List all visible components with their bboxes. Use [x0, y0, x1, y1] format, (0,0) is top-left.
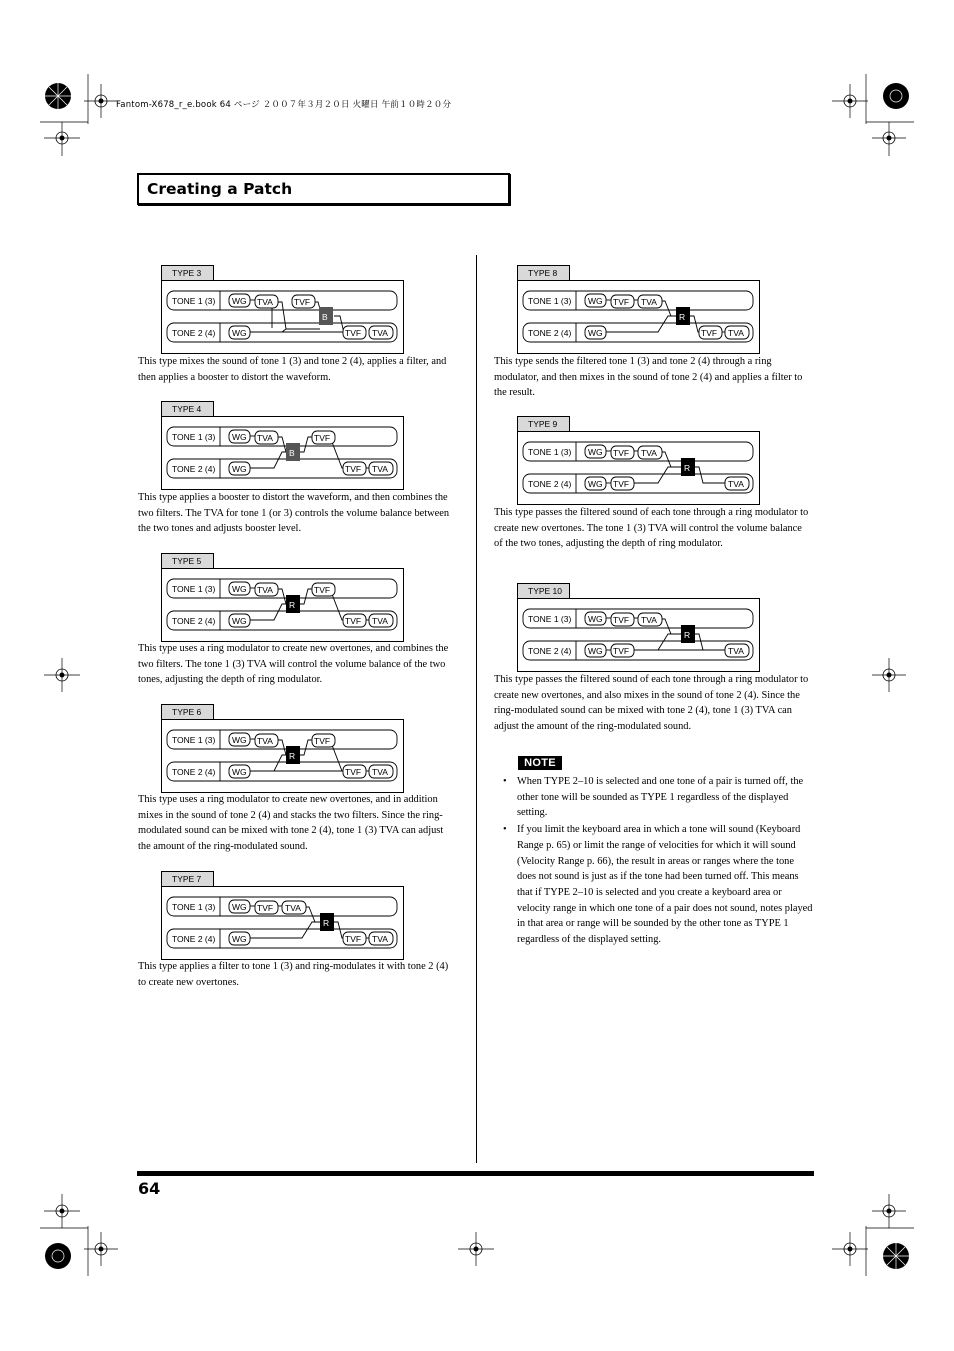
tone-1-label: TONE 1 (3) [528, 447, 572, 457]
diagram-box [517, 280, 760, 354]
diagram-box [161, 416, 404, 490]
diagram-label: TYPE 6 [161, 704, 214, 720]
ring-modulator-block: R [289, 600, 296, 610]
diagram-label: TYPE 7 [161, 871, 214, 887]
note-item: • If you limit the keyboard area in which a tone will sound (Keyboard Range p. 65) or limit the range of velocities for which it will sound (Velocity Range p. 66), the result in areas or ranges where the tone does not sound is just as if the tone had been turned off. This means that if TYPE 2–10 is selected and you create a keyboard area or velocity range in which one tone of a pair does not sound, notes played in that area or range will be sounded by the other tone as TYPE 1 regardless of the displayed setting. [500, 822, 814, 948]
note-badge: NOTE [518, 756, 562, 770]
registration-crosshair-icon [832, 84, 868, 120]
diagram-type-5 [161, 553, 405, 643]
ring-modulator-block: R [679, 312, 686, 322]
wg-block: WG [232, 328, 247, 338]
wg-block: WG [588, 479, 603, 489]
tone-1-label: TONE 1 (3) [528, 614, 572, 624]
tva-block: TVA [641, 297, 657, 307]
wg-block: WG [588, 328, 603, 338]
tone-1-label: TONE 1 (3) [172, 296, 216, 306]
type-6-description: This type uses a ring modulator to create new overtones, and in addition mixes in the sound of tone 2 (4) and stacks the two filters. Since the ring-modulated sound can be mixed with tone 2 (4), tone 1 (3) TVA can adjust the amount of the ring-modulated sound. [138, 794, 444, 853]
diagram-label: TYPE 5 [161, 553, 214, 569]
registration-crosshair-icon [872, 122, 908, 158]
tone-2-label: TONE 2 (4) [528, 328, 572, 338]
tvf-block: TVF [314, 585, 331, 595]
ring-modulator-block: R [684, 463, 691, 473]
ring-modulator-block: R [323, 918, 330, 928]
wg-block: WG [232, 767, 247, 777]
ring-modulator-block: R [289, 751, 296, 761]
note-item: • When TYPE 2–10 is selected and one tone of a pair is turned off, the other tone will be sounded as TYPE 1 regardless of the displayed setting. [500, 774, 814, 821]
tone-2-label: TONE 2 (4) [172, 934, 216, 944]
tvf-block: TVF [613, 448, 630, 458]
tva-block: TVA [372, 616, 388, 626]
registration-crosshair-icon [44, 122, 80, 158]
tva-block: TVA [641, 448, 657, 458]
wg-block: WG [588, 646, 603, 656]
tvf-block: TVF [345, 616, 362, 626]
tvf-block: TVF [314, 433, 331, 443]
registration-starburst-icon [864, 74, 914, 124]
diagram-type-10 [517, 583, 761, 673]
diagram-label: TYPE 4 [161, 401, 214, 417]
registration-starburst-icon [40, 1226, 90, 1276]
section-title-box [137, 173, 510, 205]
diagram-label: TYPE 8 [517, 265, 570, 281]
registration-crosshair-icon [84, 1232, 120, 1268]
diagram-type-3 [161, 265, 405, 355]
tone-1-label: TONE 1 (3) [172, 432, 216, 442]
diagram-type-6 [161, 704, 405, 794]
tva-block: TVA [372, 464, 388, 474]
tone-2-label: TONE 2 (4) [172, 767, 216, 777]
tone-1-label: TONE 1 (3) [172, 735, 216, 745]
note-list [500, 774, 814, 949]
wg-block: WG [588, 296, 603, 306]
page-number: 64 [138, 1179, 161, 1198]
tone-2-label: TONE 2 (4) [528, 646, 572, 656]
diagram-box [161, 280, 404, 354]
column-divider [476, 255, 477, 1163]
wg-block: WG [232, 735, 247, 745]
tone-2-label: TONE 2 (4) [172, 328, 216, 338]
tone-2-label: TONE 2 (4) [528, 479, 572, 489]
tone-2-label: TONE 2 (4) [172, 616, 216, 626]
tvf-block: TVF [294, 297, 311, 307]
diagram-type-8 [517, 265, 761, 355]
booster-block: B [322, 312, 328, 322]
diagram-label: TYPE 3 [161, 265, 214, 281]
type-9-description: This type passes the filtered sound of each tone through a ring modulator to create new overtones. The tone 1 (3) TVA will control the volume balance of the two tones, adjusting the depth of ring modulator. [494, 507, 809, 550]
diagram-label: TYPE 9 [517, 416, 570, 432]
tva-block: TVA [728, 328, 744, 338]
diagram-type-4 [161, 401, 405, 491]
registration-crosshair-icon [832, 1232, 868, 1268]
registration-crosshair-icon [458, 1232, 494, 1268]
tvf-block: TVF [345, 767, 362, 777]
wg-block: WG [232, 584, 247, 594]
tone-1-label: TONE 1 (3) [172, 584, 216, 594]
print-header-line: Fantom-X678_r_e.book 64 ページ ２００７年３月２０日 火曜日 午前１０時２０分 [116, 100, 452, 110]
wg-block: WG [232, 296, 247, 306]
tone-2-label: TONE 2 (4) [172, 464, 216, 474]
type-8-description: This type sends the filtered tone 1 (3) and tone 2 (4) through a ring modulator, and then mixes in the sound of tone 2 (4) and applies a filter to the result. [494, 356, 803, 399]
tvf-block: TVF [613, 615, 630, 625]
tvf-block: TVF [345, 328, 362, 338]
tvf-block: TVF [613, 479, 630, 489]
diagram-box [517, 598, 760, 672]
diagram-type-9 [517, 416, 761, 506]
tva-block: TVA [285, 903, 301, 913]
registration-starburst-icon [40, 74, 90, 124]
section-title: Creating a Patch [147, 180, 293, 198]
tva-block: TVA [372, 767, 388, 777]
type-10-description: This type passes the filtered sound of each tone through a ring modulator to create new overtones, and also mixes in the sound of tone 2 (4). Since the ring-modulated sound can be mixed with tone 2 (4), tone 1 (3) TVA can adjust the amount of the ring-modulated sound. [494, 674, 809, 733]
footer-rule [137, 1171, 814, 1176]
tvf-block: TVF [613, 646, 630, 656]
tva-block: TVA [728, 646, 744, 656]
registration-crosshair-icon [872, 658, 908, 694]
type-3-description: This type mixes the sound of tone 1 (3) and tone 2 (4), applies a filter, and then applies a booster to distort the waveform. [138, 356, 447, 383]
diagram-box [517, 431, 760, 505]
diagram-box [161, 886, 404, 960]
booster-block: B [289, 448, 295, 458]
diagram-box [161, 719, 404, 793]
tva-block: TVA [257, 433, 273, 443]
ring-modulator-block: R [684, 630, 691, 640]
registration-crosshair-icon [872, 1194, 908, 1230]
type-5-description: This type uses a ring modulator to create new overtones, and combines the two filters. The tone 1 (3) TVA will control the volume balance of the two tones, adjusting the depth of ring modulator. [138, 643, 449, 686]
type-4-description: This type applies a booster to distort the waveform, and then combines the two filters. The TVA for tone 1 (or 3) controls the volume balance between the two tones and adjusts booster level. [138, 492, 450, 535]
diagram-label: TYPE 10 [517, 583, 570, 599]
type-7-description: This type applies a filter to tone 1 (3) and ring-modulates it with tone 2 (4) to create new overtones. [138, 961, 449, 988]
tvf-block: TVF [345, 464, 362, 474]
wg-block: WG [588, 614, 603, 624]
tvf-block: TVF [701, 328, 718, 338]
tva-block: TVA [641, 615, 657, 625]
tvf-block: TVF [345, 934, 362, 944]
tvf-block: TVF [314, 736, 331, 746]
diagram-box [161, 568, 404, 642]
diagram-type-7 [161, 871, 405, 961]
tva-block: TVA [257, 585, 273, 595]
registration-crosshair-icon [44, 1194, 80, 1230]
registration-crosshair-icon [44, 658, 80, 694]
tva-block: TVA [728, 479, 744, 489]
tva-block: TVA [372, 328, 388, 338]
tva-block: TVA [257, 297, 273, 307]
tvf-block: TVF [257, 903, 274, 913]
tva-block: TVA [372, 934, 388, 944]
wg-block: WG [232, 616, 247, 626]
tva-block: TVA [257, 736, 273, 746]
tvf-block: TVF [613, 297, 630, 307]
wg-block: WG [232, 432, 247, 442]
tone-1-label: TONE 1 (3) [172, 902, 216, 912]
wg-block: WG [232, 934, 247, 944]
registration-crosshair-icon [84, 84, 120, 120]
wg-block: WG [232, 902, 247, 912]
wg-block: WG [588, 447, 603, 457]
wg-block: WG [232, 464, 247, 474]
tone-1-label: TONE 1 (3) [528, 296, 572, 306]
registration-starburst-icon [864, 1226, 914, 1276]
